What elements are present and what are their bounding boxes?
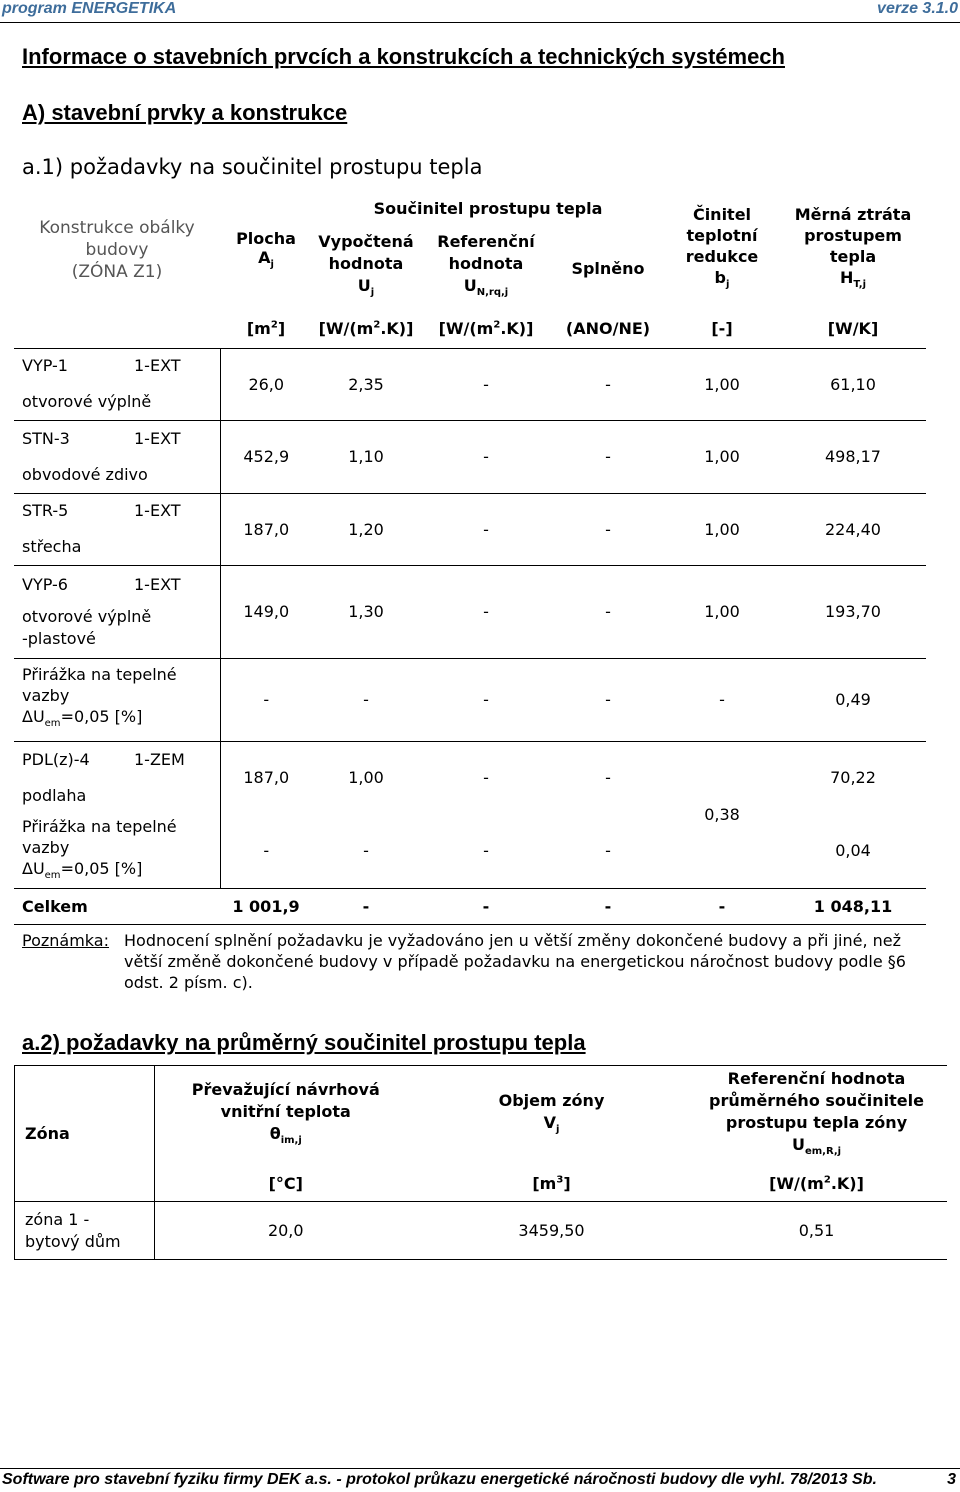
area-header: Plocha $A_j$: [236, 229, 296, 271]
table-row: zóna 1 - bytový dům 20,0 3459,50 0,51: [15, 1202, 947, 1260]
note: [22, 930, 942, 993]
unit-ref-avg: $[W/(m^2.K)]$: [769, 1173, 864, 1193]
footer-text: Software pro stavební fyziku firmy DEK a.s. - protokol průkazu energetické náročnosti budovy dle vyhl. 78/2013 Sb.: [2, 1471, 877, 1488]
page-header: [0, 0, 960, 23]
table-row: STR-5 1-EXT střecha 187,0 1,20 - - 1,00 224,40: [14, 493, 926, 565]
program-name: program ENERGETIKA: [2, 0, 177, 17]
factor-header: Činitel teplotní redukce $b_j$: [685, 205, 759, 291]
total-row: Celkem 1 001,9 - - - - 1 048,11: [14, 888, 926, 924]
table-row: VYP-1 1-EXT otvorové výplně 26,0 2,35 - - 1,00 61,10: [14, 348, 926, 420]
loss-header: Měrná ztráta prostupem tepla $H_{T,j}$: [794, 205, 912, 291]
ref-avg-header: Referenční hodnota průměrného součinitele prostupu tepla zóny $U_{em,R,j}$: [687, 1066, 947, 1166]
u-value-table: [14, 190, 926, 925]
floor-reduction-factor: 0,38: [704, 805, 740, 824]
ok-header: Splněno: [571, 258, 645, 278]
table-row: Přirážka na tepelné vazby $\Delta U_{em}=0,05$ [%] - - - - 0,04: [14, 814, 926, 888]
unit-loss: [W/K]: [827, 319, 879, 339]
table-row: STN-3 1-EXT obvodové zdivo 452,9 1,10 - - 1,00 498,17: [14, 420, 926, 493]
table-row: PDL(z)-4 1-ZEM podlaha 187,0 1,00 - - 0,38 70,22: [14, 741, 926, 814]
table-row: Přirážka na tepelné vazby $\Delta U_{em}=0,05$ [%] - - - - - 0,49: [14, 658, 926, 741]
construction-header: Konstrukce obálky budovy (ZÓNA Z1): [39, 218, 195, 282]
note-text: Hodnocení splnění požadavku je vyžadováno jen u větší změny dokončené budovy a při jiné, než větší změně dokončené budovy v případě požadavku na energetickou náročnost budovy podle §6 odst. 2 písm. c).: [124, 931, 906, 992]
zone-header: Zóna: [15, 1066, 155, 1202]
unit-temp: [°C]: [268, 1173, 303, 1193]
page-footer: [0, 1468, 960, 1492]
unit-volume: $[m^3]$: [532, 1173, 571, 1193]
temp-header: Převažující návrhová vnitřní teplota $\theta_{im,j}$: [155, 1066, 417, 1166]
section-title: Informace o stavebních prvcích a konstrukcích a technických systémech: [22, 44, 785, 69]
volume-header: Objem zóny $V_j$: [417, 1066, 687, 1166]
program-version: verze 3.1.0: [877, 0, 958, 17]
calc-header: Vypočtená hodnota $U_j$: [318, 232, 414, 299]
average-requirement-title: a.2) požadavky na průměrný součinitel prostupu tepla: [22, 1030, 586, 1055]
unit-u: $[W/(m^2.K)]$: [318, 319, 414, 339]
average-u-table: [14, 1065, 947, 1260]
ref-header: Referenční hodnota $U_{N,rq,j}$: [437, 232, 535, 299]
page-number: 3: [947, 1471, 956, 1488]
requirement-title: a.1) požadavky na součinitel prostupu tepla: [22, 155, 483, 179]
u-group-header: Součinitel prostupu tepla: [373, 198, 603, 218]
unit-area: $[m^2]$: [246, 319, 286, 339]
row-code: VYP-1: [22, 356, 68, 375]
unit-ok: (ANO/NE): [565, 319, 651, 339]
unit-ref: $[W/(m^2.K)]$: [438, 319, 534, 339]
unit-factor: [-]: [711, 319, 733, 339]
subsection-title: A) stavební prvky a konstrukce: [22, 100, 348, 125]
table-row: VYP-6 1-EXT otvorové výplně -plastové 149,0 1,30 - - 1,00 193,70: [14, 565, 926, 658]
note-label: Poznámka:: [22, 931, 109, 950]
